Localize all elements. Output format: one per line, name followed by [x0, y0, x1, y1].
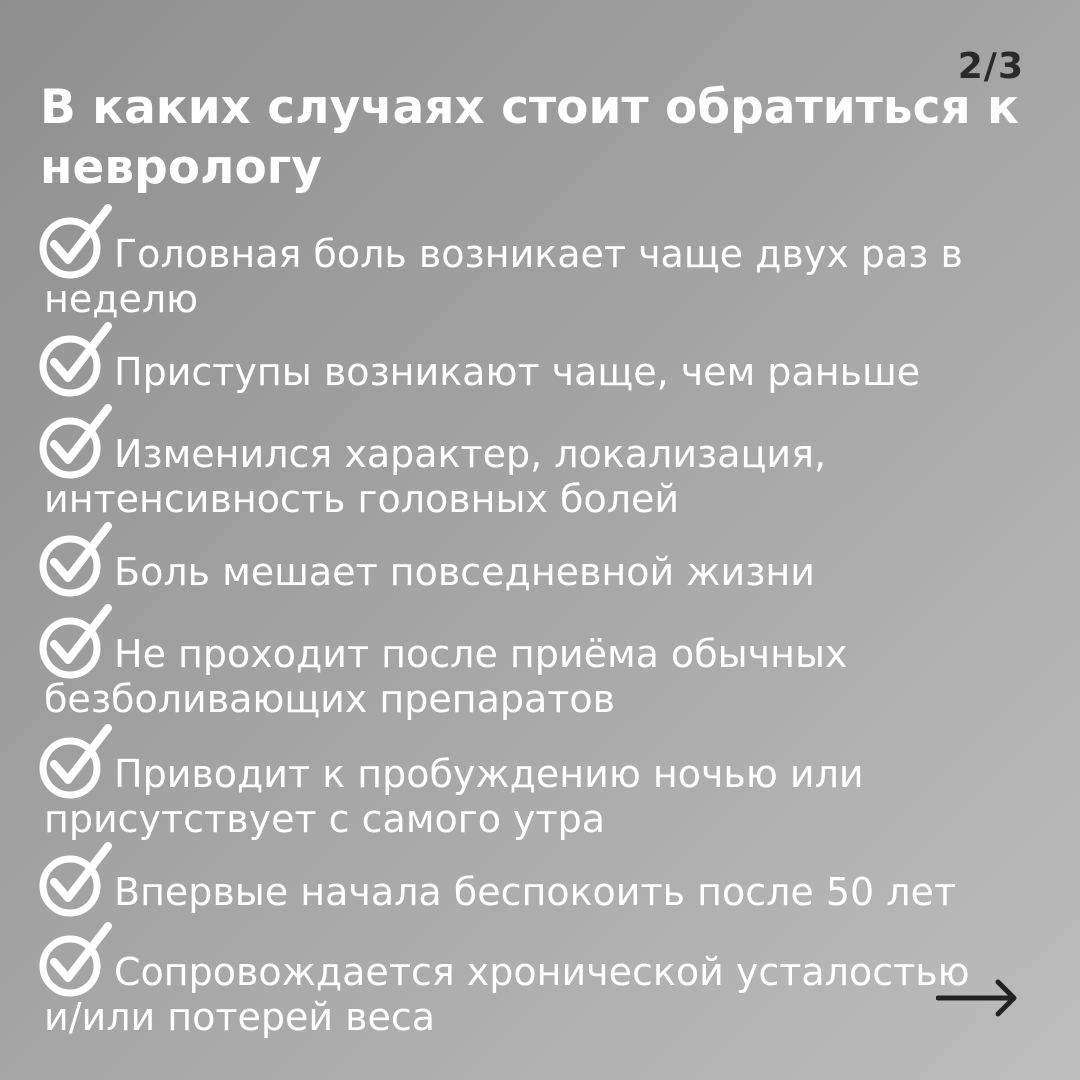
list-item-text: Не проходит после приёма обычных безболивающих препаратов — [44, 632, 848, 721]
checkmark-circle-icon — [38, 922, 114, 998]
list-item — [38, 522, 1038, 595]
page-counter: 2/3 — [957, 46, 1024, 87]
checkmark-circle-icon — [38, 842, 114, 918]
list-item-text: Головная боль возникает чаще двух раз в неделю — [44, 232, 963, 321]
list-item — [38, 322, 1038, 395]
checkmark-circle-icon — [38, 522, 114, 598]
list-item-text: Изменился характер, локализация, интенсивность головных болей — [44, 432, 827, 521]
list-item — [38, 604, 1038, 722]
checkmark-circle-icon — [38, 204, 114, 280]
checkmark-circle-icon — [38, 404, 114, 480]
list-item-text: Впервые начала беспокоить после 50 лет — [114, 870, 957, 914]
list-item-text: Приступы возникают чаще, чем раньше — [114, 350, 921, 394]
checkmark-circle-icon — [38, 724, 114, 800]
arrow-right-icon[interactable] — [936, 978, 1018, 1018]
list-item-text: Приводит к пробуждению ночью или присутствует с самого утра — [44, 752, 864, 841]
list-item — [38, 404, 1038, 522]
list-item — [38, 922, 1038, 1040]
page-title: В каких случаях стоит обратиться к неврологу — [40, 80, 1019, 195]
list-item — [38, 204, 1038, 322]
list-item — [38, 842, 1038, 915]
list-item — [38, 724, 1038, 842]
checkmark-circle-icon — [38, 322, 114, 398]
list-item-text: Боль мешает повседневной жизни — [114, 550, 815, 594]
checkmark-circle-icon — [38, 604, 114, 680]
list-item-text: Сопровождается хронической усталостью и/или потерей веса — [44, 950, 970, 1039]
